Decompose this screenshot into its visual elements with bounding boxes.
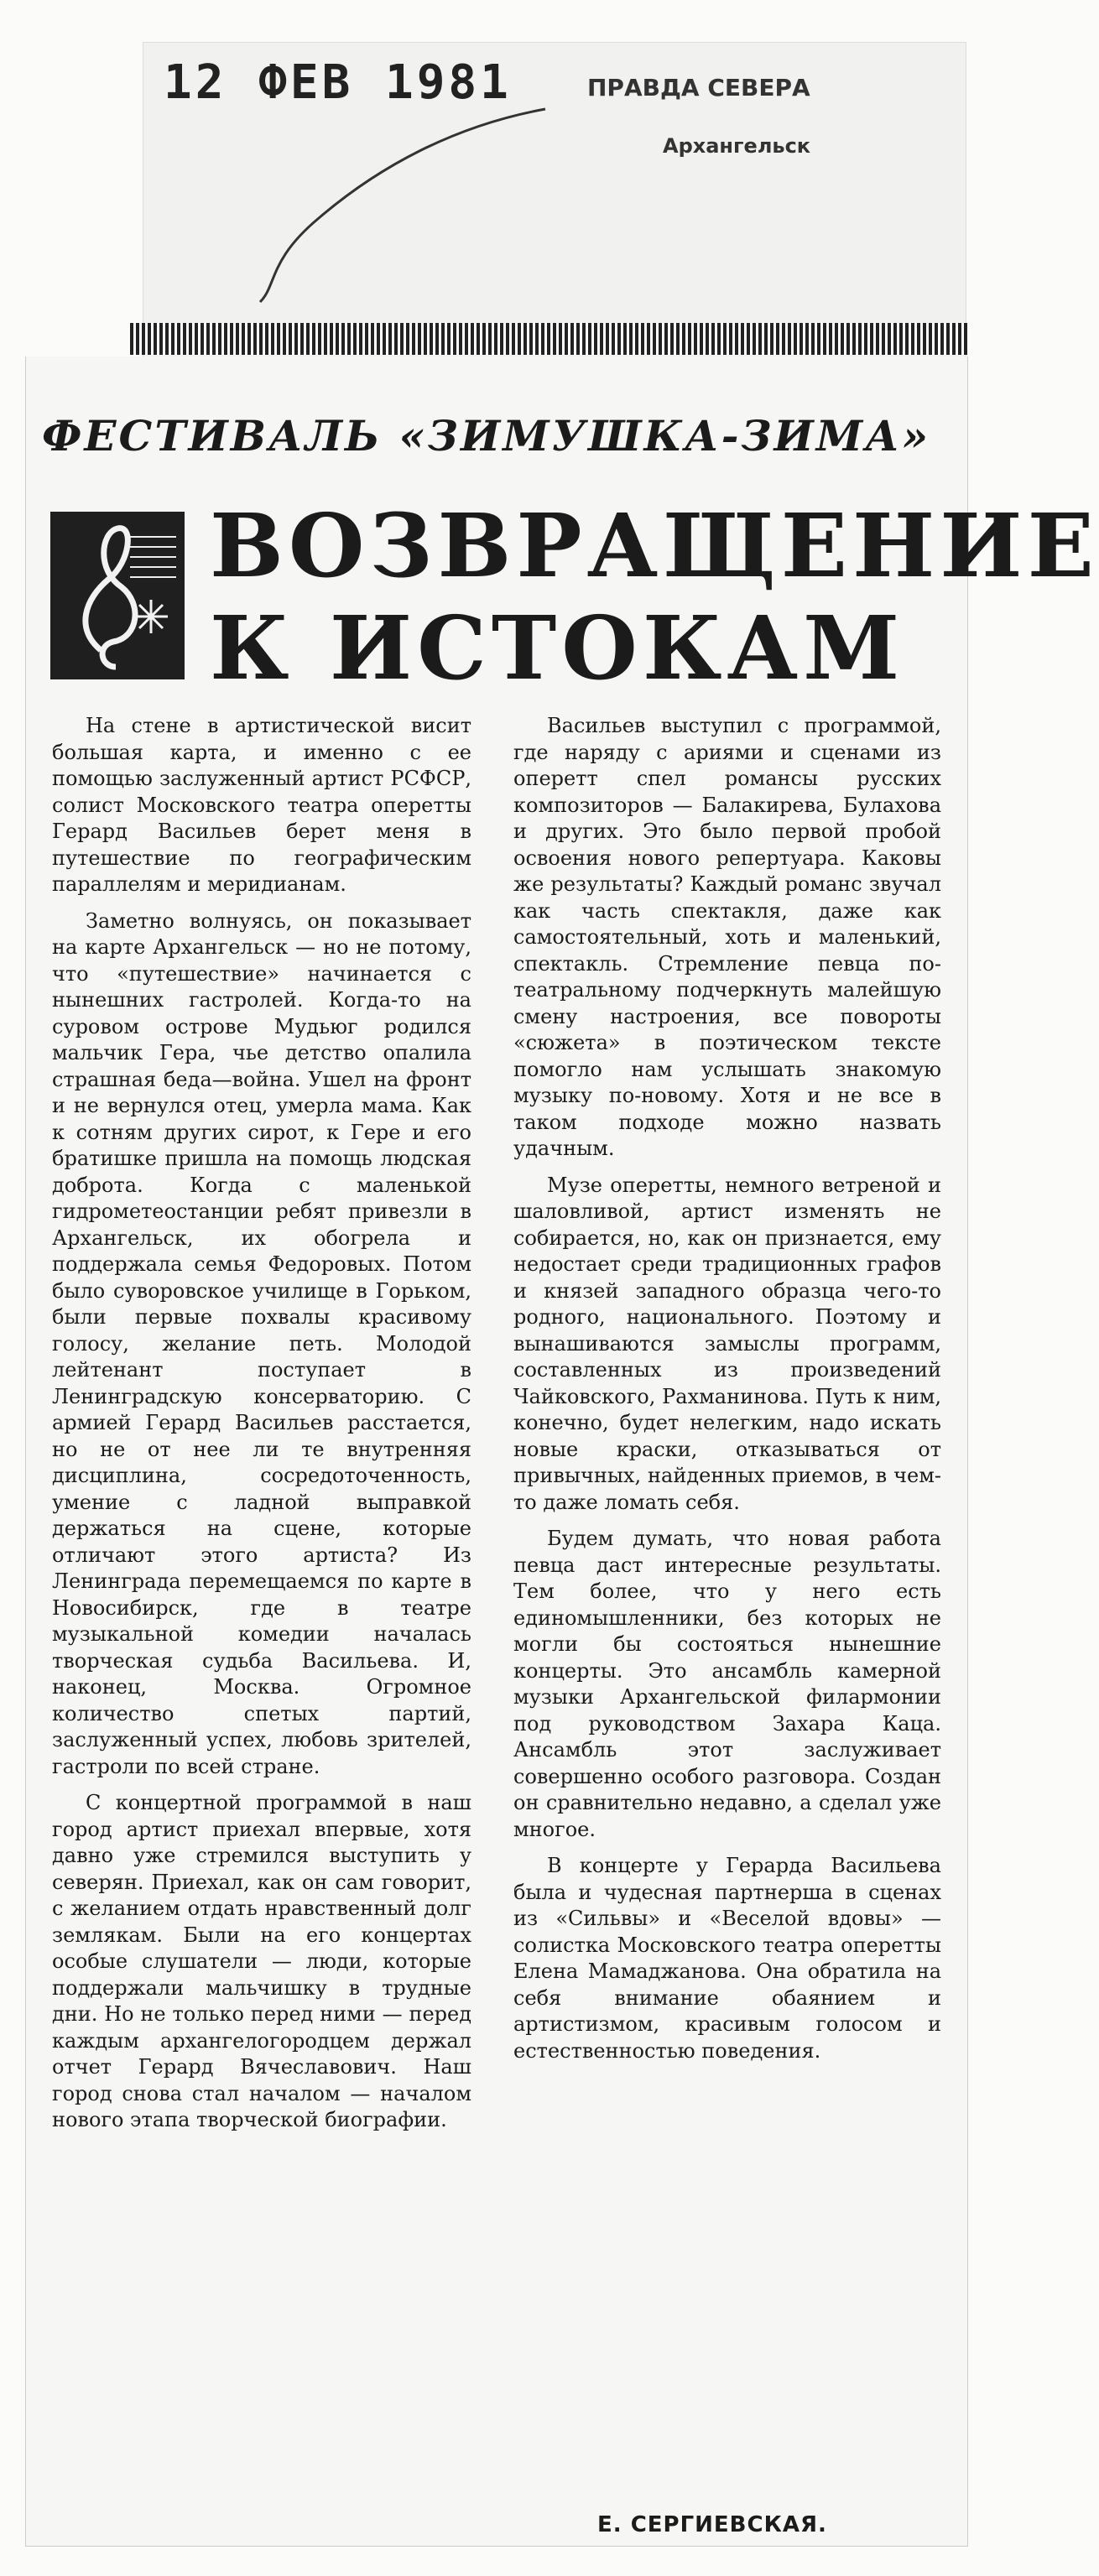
paragraph: Будем думать, что новая работа певца даст интересные результаты. Тем более, что у него есть единомышленники, без которых не могли бы состояться нынешние концерты. Это ансамбль камерной музыки Архангельской филармонии под руководством Захара Каца. Ансамбль этот заслуживает совершенно особого разговора. Создан он сравнительно недавно, а сделал уже многое. — [513, 1527, 941, 1841]
paragraph: На стене в артистической висит большая карта, и именно с ее помощью заслуженный артист РСФСР, солист Московского театра оперетты Герард Васильев берет меня в путешествие по географическим параллелям и меридианам. — [52, 714, 471, 896]
paragraph: Заметно волнуясь, он показывает на карте Архангельск — но не потому, что «путешествие» начинается с нынешних гастролей. Когда-то на суровом острове Мудьюг родился мальчик Гера, чье детство опалила страшная беда—война. Ушел на фронт и не вернулся отец, умерла мама. Как к сотням других сирот, к Гере и его братишке пришла на помощь людская доброта. Когда с маленькой гидрометеостанции ребят привезли в Архангельск, их обогрела и поддержала семья Федоровых. Потом было суворовское училище в Горьком, были первые похвалы красивому голосу, желание петь. Молодой лейтенант поступает в Ленинградскую консерваторию. С армией Герард Васильев расстается, но не от нее ли те внутренняя дисциплина, сосредоточенность, умение с ладной выправкой держаться на сцене, которые отличают этого артиста? Из Ленинграда перемещаемся по карте в Новосибирск, где в театре музыкальной комедии началась творческая судьба Васильева. И, наконец, Москва. Огромное количество спетых партий, заслуженный успех, любовь зрителей, гастроли по всей стране. — [52, 908, 471, 1778]
pen-stroke-mark — [243, 92, 562, 319]
paragraph: Музе оперетты, немного ветреной и шаловливой, артист изменять не собирается, но, как он признается, ему недостает среди традиционных графов и князей западного образца чего-то родного, национального. Поэтому и вынашиваются замыслы программ, составленных из произведений Чайковского, Рахманинова. Путь к ним, конечно, будет нелегким, надо искать новые краски, отказываться от привычных, найденных приемов, в чем-то даже ломать себя. — [513, 1173, 941, 1514]
city-stamp: Архангельск — [663, 134, 811, 158]
paragraph: В концерте у Герарда Васильева была и чудесная партнерша в сценах из «Сильвы» и «Веселой вдовы» — солистка Московского театра оперетты Елена Мамаджанова. Она обратила на себя внимание обаянием и артистизмом, красивым голосом и естественностью поведения. — [513, 1854, 941, 2063]
headline-line-2: К ИСТОКАМ — [210, 596, 905, 700]
festival-logo-icon — [50, 512, 185, 679]
festival-kicker: ФЕСТИВАЛЬ «ЗИМУШКА-ЗИМА» — [42, 411, 931, 461]
article-column-left — [52, 713, 471, 2134]
paragraph: Васильев выступил с программой, где наряду с ариями и сценами из оперетт спел романсы русских композиторов — Балакирева, Булахова и других. Это было первой пробой освоения нового репертуара. Каковы же результаты? Каждый романс звучал как часть спектакля, даже как самостоятельный, хоть и маленький, спектакль. Стремление певца по-театральному подчеркнуть малейшую смену настроения, все повороты «сюжета» в поэтическом тексте помогло нам услышать знакомую музыку по-новому. Хотя и не все в таком подходе можно назвать удачным. — [513, 714, 941, 1160]
article-headline — [210, 494, 1099, 700]
author-signature: Е. СЕРГИЕВСКАЯ. — [597, 2512, 827, 2537]
article-column-right — [513, 713, 941, 2064]
paragraph: С концертной программой в наш город артист приехал впервые, хотя давно уже стремился выступить у северян. Приехал, как он сам говорит, с желанием отдать нравственный долг землякам. Были на его концертах особые слушатели — люди, которые поддержали мальчишку в трудные дни. Но не только перед ними — перед каждым архангелогородцем держал отчет Герард Вячеславович. Наш город снова стал началом — началом нового этапа творческой биографии. — [52, 1791, 471, 2131]
headline-line-1: ВОЗВРАЩЕНИЕ — [210, 494, 1099, 597]
newspaper-source-stamp: ПРАВДА СЕВЕРА — [587, 74, 810, 101]
date-stamp: 12 ФЕВ 1981 — [164, 55, 512, 110]
perforated-edge — [130, 323, 969, 355]
